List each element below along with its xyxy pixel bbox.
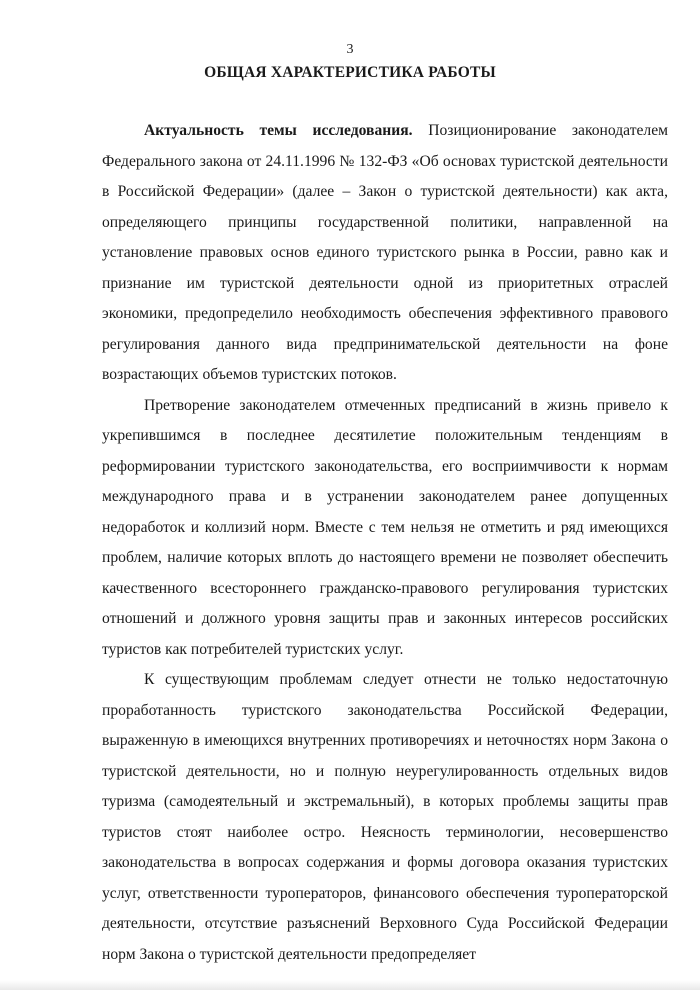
paragraph-implementation: Претворение законодателем отмеченных предписаний в жизнь привело к укрепившимся в последнее десятилетие положительным тенденциям в реформировании туристского законодательства, его восприимчивости к нормам международного права и в устранении законодателем ранее допущенных недоработок и коллизий норм. Вместе с тем нельзя не отметить и ряд имеющихся проблем, наличие которых вплоть до настоящего времени не позволяет обеспечить качественного всестороннего гражданско-правового регулирования туристских отношений и должного уровня защиты прав и законных интересов российских туристов как потребителей туристских услуг. <box>102 396 668 658</box>
paragraph-problems: К существующим проблемам следует отнести не только недостаточную проработанность туристского законодательства Российской Федерации, выраженную в имеющихся внутренних противоречиях и неточностях норм Закона о туристской деятельности, но и полную неурегулированность отдельных видов туризма (самодеятельный и экстремальный), в которых проблемы защиты прав туристов стоят наиболее остро. Неясность терминологии, несовершенство законодательства в вопросах содержания и формы договора оказания туристских услуг, ответственности туроператоров, финансового обеспечения туроператорской деятельности, отсутствие разъяснений Верховного Суда Российской Федерации норм Закона о туристской деятельности предопределяет <box>102 671 668 963</box>
page-number: 3 <box>346 42 354 57</box>
paragraph-relevance <box>102 116 668 391</box>
paragraph-text: Позиционирование законодателем Федерального закона от 24.11.1996 № 132-ФЗ «Об основах туристской деятельности в Российской Федерации» (далее – Закон о туристской деятельности) как акта, определяющего принципы государственной политики, направленной на установление правовых основ единого туристского рынка в России, равно как и признание им туристской деятельности одной из приоритетных отраслей экономики, предопределило необходимость обеспечения эффективного правового регулирования данного вида предпринимательской деятельности на фоне возрастающих объемов туристских потоков. <box>102 122 668 383</box>
page-title: ОБЩАЯ ХАРАКТЕРИСТИКА РАБОТЫ <box>204 64 496 81</box>
body-text <box>102 116 668 970</box>
scan-bottom-edge <box>0 980 700 990</box>
paragraph-lead-heading: Актуальность темы исследования. <box>144 122 413 139</box>
